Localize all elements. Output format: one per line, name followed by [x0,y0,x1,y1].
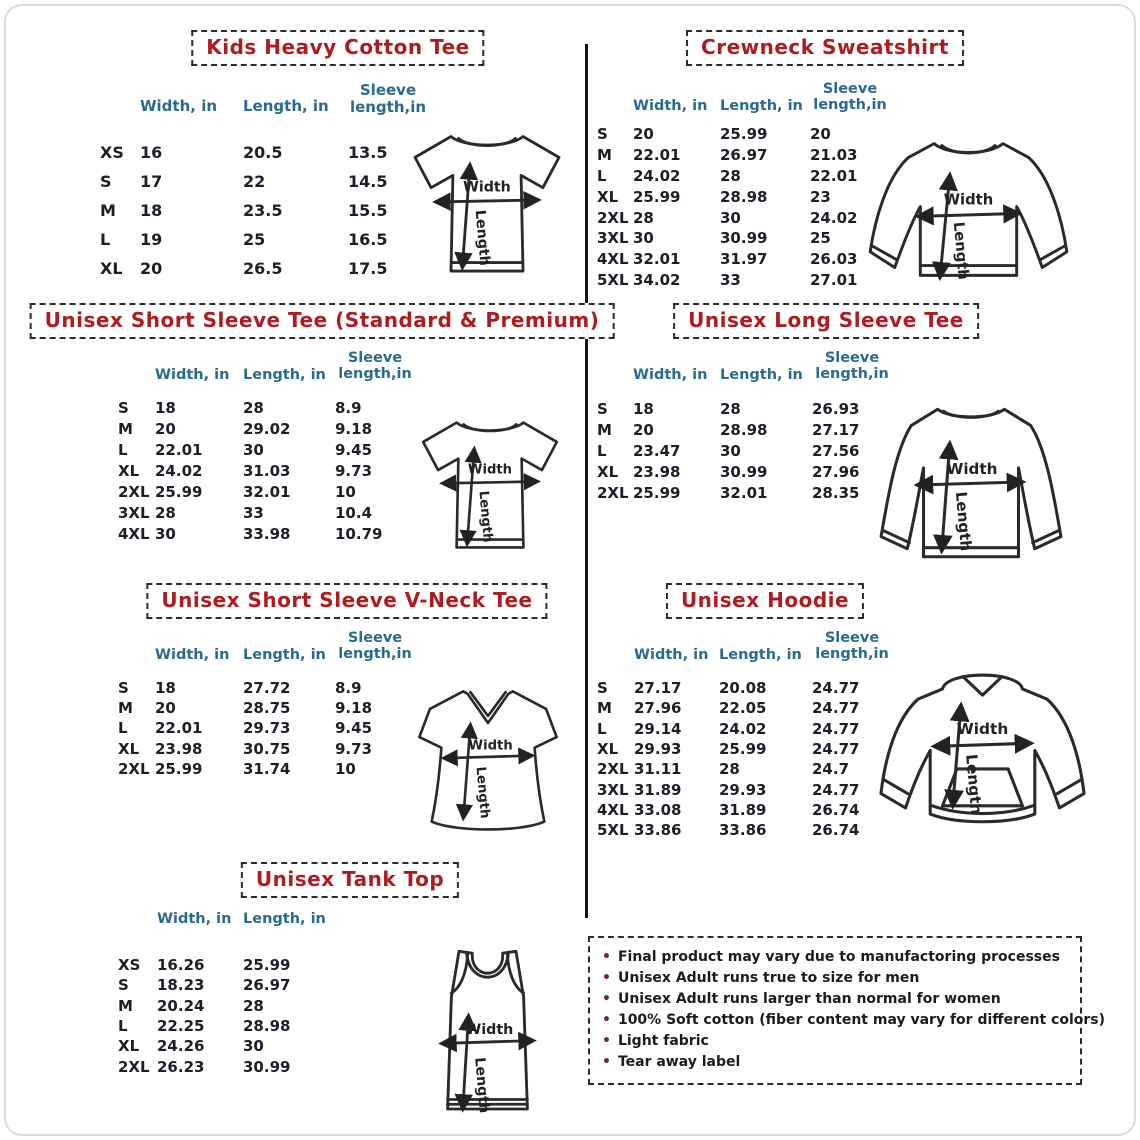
measurement-value: 9.45 [335,441,373,460]
measurement-value: 30 [720,208,741,227]
width-column-header: Width, in [633,366,708,383]
measurement-value: 23.98 [155,739,203,758]
length-column-header: Length, in [719,646,802,663]
measurement-value: 31.03 [243,462,291,481]
measurement-value: 25.99 [155,759,203,778]
table-row [597,779,892,799]
table-row [100,196,433,225]
measurement-value: 25 [243,230,266,249]
measurement-value: 10.79 [335,524,383,543]
size-label: S [597,125,608,144]
size-label: M [597,420,612,439]
measurement-value: 27.96 [634,699,682,718]
measurement-value: 18 [140,201,163,220]
width-label: Width [468,738,513,754]
measurement-value: 29.02 [243,420,291,439]
size-label: XL [597,462,619,481]
table-row [118,678,415,698]
table-row [100,225,433,254]
measurement-value: 28.98 [720,187,768,206]
size-table [118,955,343,1077]
measurement-value: 18 [155,399,176,418]
measurement-value: 31.74 [243,759,291,778]
table-row [118,975,343,995]
measurement-value: 27.56 [812,441,860,460]
measurement-value: 24.02 [155,462,203,481]
table-row [118,739,415,759]
measurement-value: 23.5 [243,201,283,220]
note-item [602,1031,1068,1052]
measurement-value: 33.98 [243,524,291,543]
size-label: L [100,230,111,249]
measurement-value: 24.02 [810,208,858,227]
measurement-value: 30.75 [243,739,291,758]
measurement-value: 30.99 [243,1057,291,1076]
measurement-value: 31.89 [634,780,682,799]
sleeve-column-header: Sleeve length,in [349,81,427,116]
size-label: 2XL [118,1057,150,1076]
size-label: 5XL [597,821,629,840]
measurement-value: 27.17 [634,679,682,698]
measurement-value: 14.5 [348,172,388,191]
size-table [100,138,433,283]
table-header-row [100,82,433,115]
measurement-value: 31.97 [720,250,768,269]
tshirt-illustration [392,110,582,290]
table-row [597,166,890,187]
size-label: XL [118,739,140,758]
product-notes-box [588,936,1105,1085]
sleeve-column-header: Sleeve length,in [338,350,412,382]
table-row [118,718,415,738]
measurement-value: 28 [719,760,740,779]
length-label: Length [962,753,986,816]
measurement-value: 28 [243,996,264,1015]
measurement-value: 8.9 [335,399,362,418]
measurement-value: 33 [243,503,264,522]
measurement-value: 25.99 [243,956,291,975]
table-header-row [597,351,892,383]
measurement-value: 32.01 [633,250,681,269]
measurement-value: 24.77 [812,699,860,718]
measurement-value: 27.01 [810,270,858,289]
measurement-value: 29.73 [243,719,291,738]
table-row [597,398,892,419]
measurement-value: 25.99 [720,125,768,144]
measurement-value: 20 [633,125,654,144]
width-label: Width [946,459,998,478]
measurement-value: 20.08 [719,679,767,698]
measurement-value: 9.73 [335,462,373,481]
length-label: Length [951,490,975,552]
table-row [597,678,892,698]
measurement-value: 22.01 [155,441,203,460]
measurement-value: 33.86 [634,821,682,840]
size-table [597,678,892,840]
length-label: Length [471,1056,492,1114]
sleeve-column-header: Sleeve length,in [813,81,887,113]
length-label: Length [475,490,495,544]
measurement-value: 27.17 [812,420,860,439]
size-label: M [597,146,612,165]
measurement-value: 28 [155,503,176,522]
measurement-value: 10 [335,759,356,778]
size-label: L [118,719,128,738]
measurement-value: 29.14 [634,719,682,738]
measurement-value: 16.26 [157,956,205,975]
table-row [597,719,892,739]
measurement-value: 31.89 [719,800,767,819]
sleeve-column-header: Sleeve length,in [815,630,889,662]
size-label: S [100,172,112,191]
measurement-value: 9.45 [335,719,373,738]
panel-title: Unisex Short Sleeve V-Neck Tee [146,583,547,619]
measurement-value: 32.01 [243,483,291,501]
size-label: 2XL [118,483,150,501]
table-row [597,186,890,207]
measurement-value: 29.93 [719,780,767,799]
measurement-value: 20 [633,420,654,439]
measurement-value: 26.97 [720,146,768,165]
measurement-value: 16.5 [348,230,388,249]
sweatshirt-illustration [862,122,1075,299]
measurement-value: 10.4 [335,503,373,522]
sleeve-column-header: Sleeve length,in [815,350,889,382]
note-item [602,1010,1105,1031]
measurement-value: 26.97 [243,976,291,995]
measurement-value: 31.11 [634,760,682,779]
width-label: Width [943,191,994,209]
note-item [602,947,1068,968]
measurement-value: 28 [243,399,264,418]
bullet-icon: • [602,949,611,965]
measurement-value: 20 [140,259,163,278]
size-label: 4XL [597,800,629,819]
length-column-header: Length, in [243,366,326,383]
size-label: M [118,420,133,439]
table-row [100,254,433,283]
measurement-value: 20.24 [157,996,205,1015]
measurement-value: 18 [155,679,176,698]
measurement-value: 28 [720,166,741,185]
table-header-row [118,351,415,383]
measurement-value: 24.02 [719,719,767,738]
panel-title: Unisex Long Sleeve Tee [673,303,979,339]
measurement-value: 20 [155,699,176,718]
size-label: L [597,441,607,460]
measurement-value: 30 [243,441,264,460]
measurement-value: 17.5 [348,259,388,278]
size-label: M [100,201,116,220]
size-label: L [118,441,128,460]
measurement-value: 25 [810,229,831,248]
table-row [100,167,433,196]
size-label: S [597,679,608,698]
table-row [118,419,415,440]
measurement-value: 26.74 [812,821,860,840]
width-label: Width [463,179,511,196]
measurement-value: 33 [720,270,741,289]
table-row [597,739,892,759]
table-row [597,124,890,145]
panel-title: Unisex Hoodie [666,583,864,619]
table-row [118,1056,343,1076]
note-text: Unisex Adult runs true to size for men [617,970,920,986]
size-label: XL [118,462,140,481]
size-label: XS [100,143,124,162]
table-row [597,207,890,228]
measurement-value: 34.02 [633,270,681,289]
panel-title: Unisex Short Sleeve Tee (Standard & Premium) [30,303,615,339]
vneck-tee-illustration [400,670,576,842]
size-label: XL [118,1037,140,1056]
note-item [602,968,1068,989]
measurement-value: 33.08 [634,800,682,819]
table-row [118,502,415,523]
length-column-header: Length, in [243,97,329,115]
measurement-value: 9.18 [335,699,373,718]
measurement-value: 20.5 [243,143,283,162]
table-row [597,440,892,461]
measurement-value: 30.99 [720,462,768,481]
measurement-value: 32.01 [720,483,768,502]
table-row [118,759,415,779]
width-arrow [443,482,538,484]
table-row [118,1036,343,1056]
measurement-value: 9.73 [335,739,373,758]
measurement-value: 18 [633,399,654,418]
table-header-row [597,82,890,114]
long-sleeve-tee-illustration [858,385,1084,577]
table-row [118,440,415,461]
bullet-icon: • [602,970,611,986]
measurement-value: 23 [810,187,831,206]
measurement-value: 24.26 [157,1037,205,1056]
size-table [597,124,890,290]
note-text: Final product may vary due to manufactoring processes [617,949,1060,965]
measurement-value: 22.05 [719,699,767,718]
measurement-value: 24.02 [633,166,681,185]
table-row [597,800,892,820]
table-row [597,228,890,249]
measurement-value: 25.99 [633,187,681,206]
length-label: Length [472,766,493,820]
size-label: L [597,719,607,738]
bullet-icon: • [602,1033,611,1049]
hoodie-illustration [872,652,1093,852]
tshirt-illustration [402,398,578,565]
size-label: 2XL [118,759,150,778]
measurement-value: 25.99 [719,740,767,759]
width-column-header: Width, in [155,646,230,663]
bullet-icon: • [602,1012,611,1028]
measurement-value: 20 [810,125,831,144]
size-label: 3XL [597,229,629,248]
size-label: 4XL [597,250,629,269]
panel-title: Kids Heavy Cotton Tee [191,30,484,66]
size-label: S [118,679,129,698]
measurement-value: 23.98 [633,462,681,481]
size-label: S [118,399,129,418]
width-arrow [436,200,538,202]
size-label: L [597,166,607,185]
size-label: 5XL [597,270,629,289]
size-label: XL [100,259,123,278]
size-table [118,398,415,544]
note-item [602,989,1068,1010]
note-text: 100% Soft cotton (fiber content may vary for different colors) [617,1012,1105,1028]
measurement-value: 33.86 [719,821,767,840]
size-table [597,398,892,503]
size-label: S [118,976,129,995]
table-row [118,398,415,419]
table-row [118,461,415,482]
table-row [118,1016,343,1036]
measurement-value: 30 [243,1037,264,1056]
measurement-value: 26.74 [812,800,860,819]
measurement-value: 9.18 [335,420,373,439]
size-label: M [597,699,612,718]
measurement-value: 20 [155,420,176,439]
measurement-value: 29.93 [634,740,682,759]
width-label: Width [956,720,1009,739]
measurement-value: 21.03 [810,146,858,165]
size-label: M [118,699,133,718]
length-column-header: Length, in [720,97,803,114]
measurement-value: 28.98 [243,1017,291,1036]
width-column-header: Width, in [157,911,232,927]
measurement-value: 24.7 [812,760,850,779]
table-row [597,482,892,503]
measurement-value: 8.9 [335,679,362,698]
size-label: 2XL [597,208,629,227]
tank-top-illustration [408,938,567,1128]
note-item [602,1052,1068,1073]
column-divider [585,44,588,918]
table-header-row [118,631,415,663]
measurement-value: 22 [243,172,266,191]
table-row [597,249,890,270]
note-text: Light fabric [617,1033,709,1049]
table-header-row [597,631,892,663]
measurement-value: 15.5 [348,201,388,220]
panel-title: Crewneck Sweatshirt [686,30,964,66]
table-row [597,270,890,291]
measurement-value: 23.47 [633,441,681,460]
table-header-row [118,911,343,927]
measurement-value: 28.75 [243,699,291,718]
table-row [100,138,433,167]
measurement-value: 28 [720,399,741,418]
sleeve-column-header: Sleeve length,in [338,630,412,662]
measurement-value: 18.23 [157,976,205,995]
measurement-value: 26.03 [810,250,858,269]
table-row [118,698,415,718]
width-column-header: Width, in [140,97,218,115]
measurement-value: 26.5 [243,259,283,278]
size-label: L [118,1017,128,1036]
measurement-value: 28.35 [812,483,860,502]
measurement-value: 22.01 [155,719,203,738]
measurement-value: 30 [720,441,741,460]
table-row [118,996,343,1016]
table-row [118,482,415,503]
size-label: 3XL [118,503,150,522]
measurement-value: 10 [335,483,356,501]
length-column-header: Length, in [243,911,326,927]
size-label: 2XL [597,483,629,502]
size-label: M [118,996,133,1015]
measurement-value: 22.25 [157,1017,205,1036]
size-table [118,678,415,779]
measurement-value: 28.98 [720,420,768,439]
size-label: 3XL [597,780,629,799]
measurement-value: 25.99 [633,483,681,502]
size-label: 2XL [597,760,629,779]
measurement-value: 24.77 [812,740,860,759]
measurement-value: 16 [140,143,163,162]
width-column-header: Width, in [155,366,230,383]
table-row [597,698,892,718]
measurement-value: 24.77 [812,679,860,698]
table-row [597,419,892,440]
measurement-value: 22.01 [810,166,858,185]
measurement-value: 24.77 [812,719,860,738]
length-column-header: Length, in [243,646,326,663]
table-row [118,955,343,975]
measurement-value: 30.99 [720,229,768,248]
table-row [597,461,892,482]
measurement-value: 24.77 [812,780,860,799]
width-label: Width [465,1021,514,1038]
length-label: Length [471,209,493,267]
measurement-value: 27.96 [812,462,860,481]
size-label: 4XL [118,524,150,543]
length-label: Length [949,221,972,281]
measurement-value: 22.01 [633,146,681,165]
measurement-value: 30 [155,524,176,543]
width-label: Width [467,462,513,478]
table-row [118,523,415,544]
bullet-icon: • [602,991,611,1007]
size-label: S [597,399,608,418]
measurement-value: 26.93 [812,399,860,418]
table-row [597,759,892,779]
measurement-value: 17 [140,172,163,191]
note-text: Unisex Adult runs larger than normal for women [617,991,1001,1007]
size-label: XL [597,187,619,206]
measurement-value: 27.72 [243,679,291,698]
table-row [597,145,890,166]
width-column-header: Width, in [634,646,709,663]
measurement-value: 25.99 [155,483,203,501]
measurement-value: 19 [140,230,163,249]
measurement-value: 28 [633,208,654,227]
measurement-value: 26.23 [157,1057,205,1076]
size-label: XS [118,956,141,975]
panel-title: Unisex Tank Top [241,862,459,898]
measurement-value: 13.5 [348,143,388,162]
bullet-icon: • [602,1054,611,1070]
length-column-header: Length, in [720,366,803,383]
note-text: Tear away label [617,1054,741,1070]
table-row [597,820,892,840]
measurement-value: 30 [633,229,654,248]
size-label: XL [597,740,619,759]
width-column-header: Width, in [633,97,708,114]
